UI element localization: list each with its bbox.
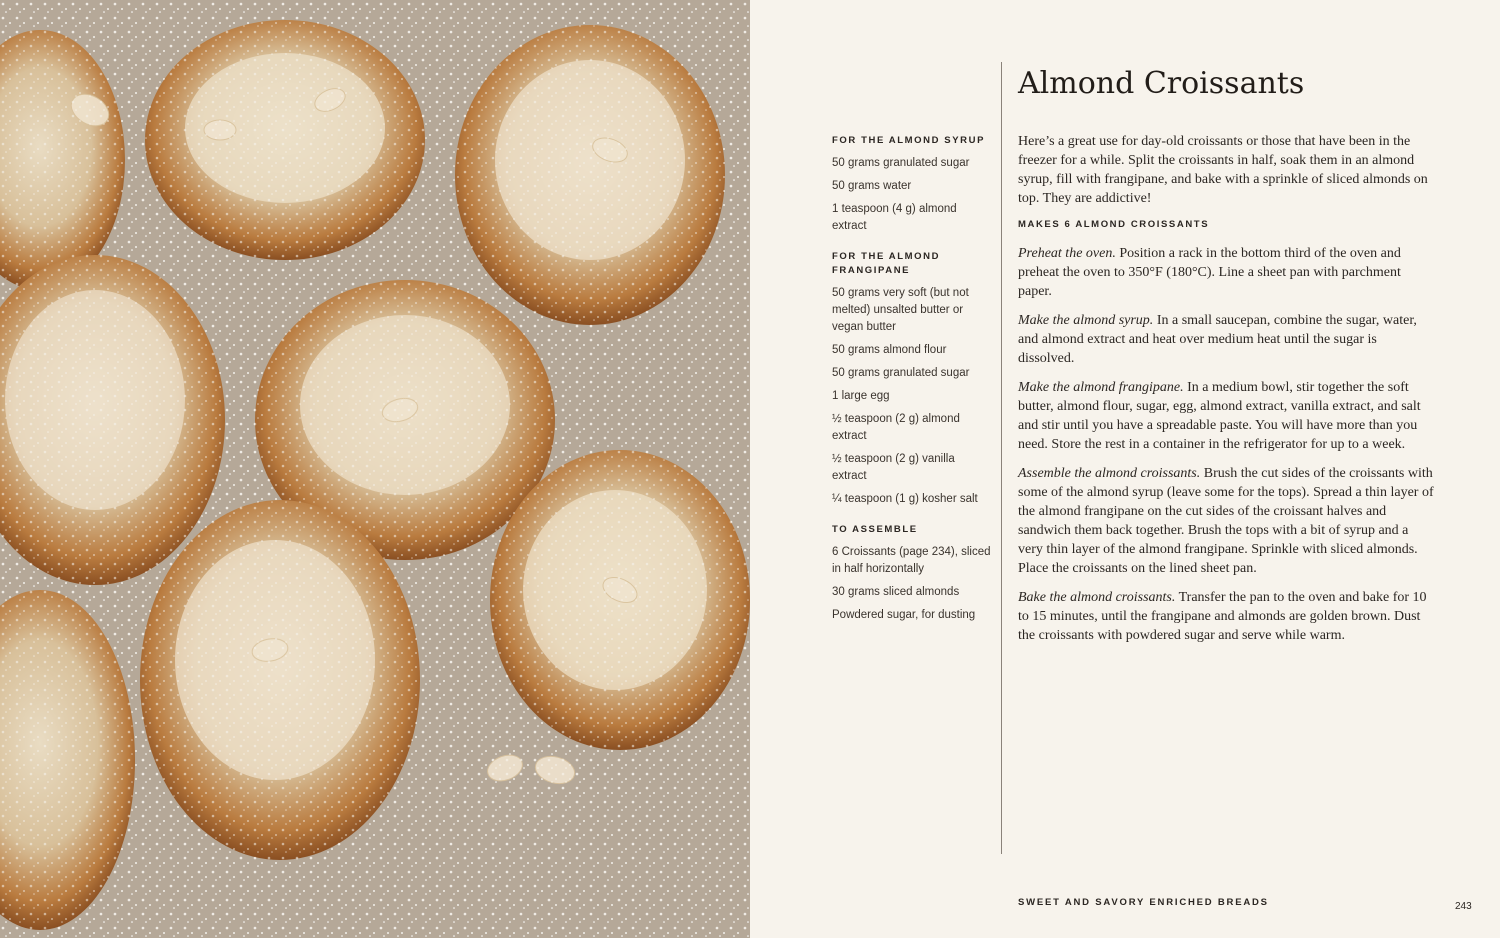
recipe-title: Almond Croissants	[1018, 66, 1305, 101]
ingredient-section	[832, 523, 992, 624]
recipe-yield: MAKES 6 ALMOND CROISSANTS	[1018, 219, 1210, 230]
step-lead: Bake the almond croissants.	[1018, 590, 1176, 605]
step-lead: Make the almond frangipane.	[1018, 380, 1184, 395]
ingredient-item: 50 grams almond flour	[832, 344, 947, 356]
recipe-step	[1018, 464, 1436, 578]
ingredient-item: ¼ teaspoon (1 g) kosher salt	[832, 493, 978, 505]
recipe-step	[1018, 588, 1436, 645]
ingredient-section	[832, 250, 992, 508]
step-lead: Assemble the almond croissants.	[1018, 466, 1201, 481]
ingredient-list	[832, 155, 992, 235]
page-number: 243	[1455, 901, 1472, 912]
column-divider	[1001, 62, 1002, 854]
step-text: Transfer the pan to the oven and bake for 10 to 15 minutes, until the frangipane and almonds are golden brown. Dust the croissants with powdered sugar and serve while warm.	[1018, 590, 1427, 643]
recipe-step	[1018, 311, 1436, 368]
ingredient-item: ½ teaspoon (2 g) almond extract	[832, 413, 960, 442]
recipe-intro: Here’s a great use for day-old croissants or those that have been in the freezer for a while. Split the croissants in half, soak them in an almond syrup, fill with frangipane, and bake with a sprinkle of sliced almonds on top. They are addictive!	[1018, 134, 1428, 206]
ingredient-item: 50 grams granulated sugar	[832, 367, 970, 379]
ingredient-section-heading: FOR THE ALMOND FRANGIPANE	[832, 251, 941, 276]
step-lead: Preheat the oven.	[1018, 246, 1116, 261]
step-lead: Make the almond syrup.	[1018, 313, 1154, 328]
ingredients-column	[832, 134, 992, 639]
ingredient-item: 50 grams very soft (but not melted) unsalted butter or vegan butter	[832, 287, 969, 333]
ingredient-item: 50 grams granulated sugar	[832, 157, 970, 169]
ingredient-item: 30 grams sliced almonds	[832, 586, 960, 598]
ingredient-section-heading: TO ASSEMBLE	[832, 524, 918, 535]
step-text: In a medium bowl, stir together the soft butter, almond flour, sugar, egg, almond extract, vanilla extract, and salt and stir until you have a spreadable paste. You will have more than you need. Store the rest in a container in the refrigerator for up to a week.	[1018, 380, 1421, 452]
ingredient-item: 1 teaspoon (4 g) almond extract	[832, 203, 957, 232]
ingredient-list	[832, 544, 992, 624]
ingredient-item: 6 Croissants (page 234), sliced in half horizontally	[832, 546, 991, 575]
recipe-step	[1018, 244, 1436, 301]
running-footer: SWEET AND SAVORY ENRICHED BREADS	[1018, 897, 1269, 908]
recipe-body	[1018, 132, 1436, 655]
ingredient-list	[832, 285, 992, 508]
ingredient-item: Powdered sugar, for dusting	[832, 609, 976, 621]
recipe-step	[1018, 378, 1436, 454]
step-text: In a small saucepan, combine the sugar, water, and almond extract and heat over medium heat until the sugar is dissolved.	[1018, 313, 1417, 366]
ingredient-section	[832, 134, 992, 235]
step-text: Position a rack in the bottom third of the oven and preheat the oven to 350°F (180°C). Line a sheet pan with parchment paper.	[1018, 246, 1401, 299]
ingredient-section-heading: FOR THE ALMOND SYRUP	[832, 135, 986, 146]
ingredient-item: ½ teaspoon (2 g) vanilla extract	[832, 453, 955, 482]
step-text: Brush the cut sides of the croissants with some of the almond syrup (leave some for the tops). Spread a thin layer of the almond frangipane on the cut sides of the croissant halves and sandwich them back together. Brush the tops with a bit of syrup and a very thin layer of the almond frangipane. Sprinkle with sliced almonds. Place the croissants on the lined sheet pan.	[1018, 466, 1434, 576]
ingredient-item: 1 large egg	[832, 390, 890, 402]
ingredient-item: 50 grams water	[832, 180, 912, 192]
